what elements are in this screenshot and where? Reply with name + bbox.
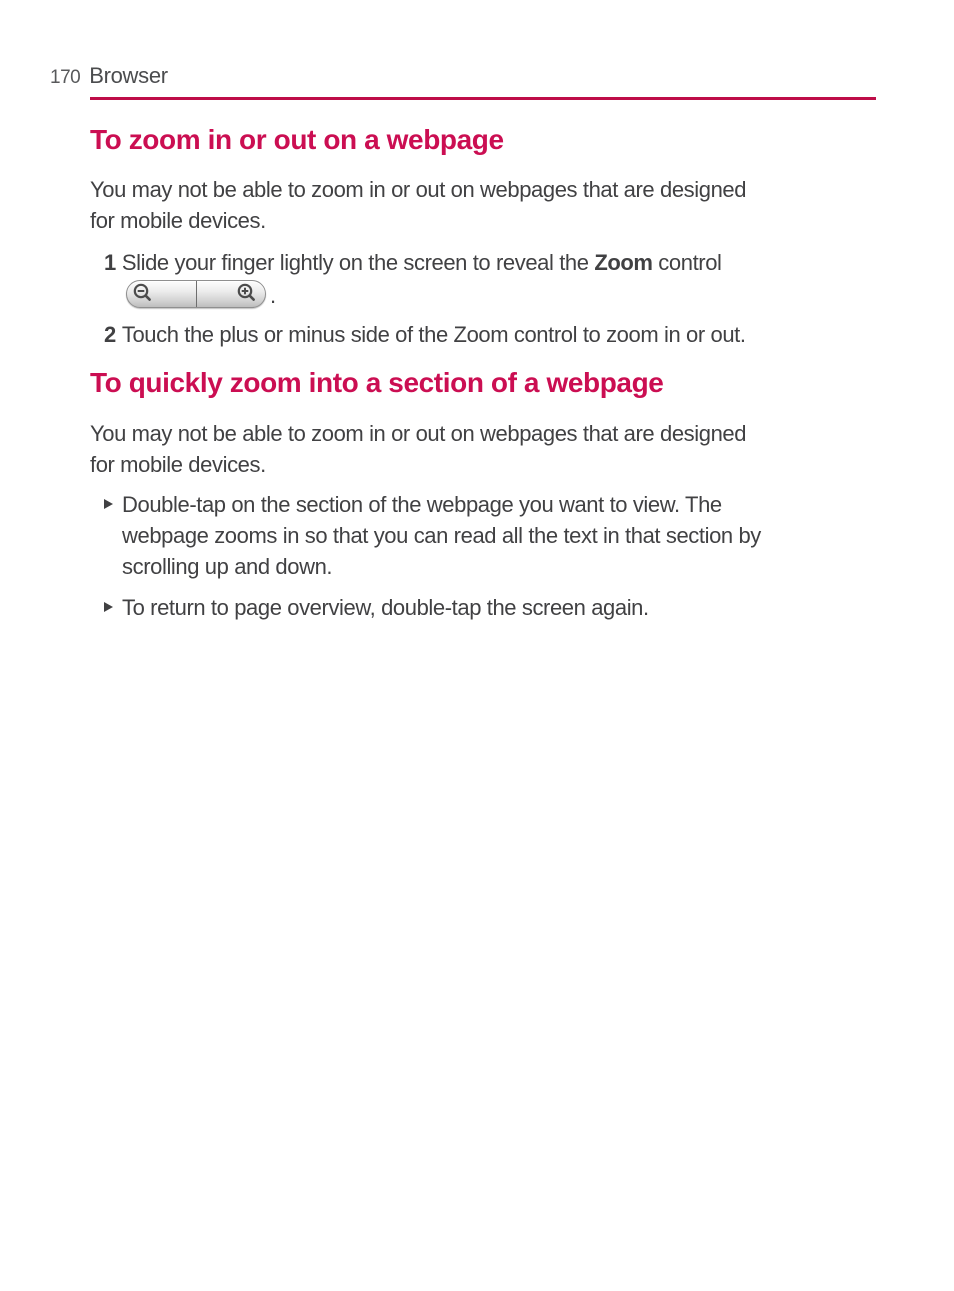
- bullet-item-double-tap: [104, 489, 761, 582]
- paragraph-line: for mobile devices.: [90, 208, 266, 233]
- step-text: Touch the plus or minus side of the Zoom control to zoom in or out.: [121, 322, 746, 347]
- magnifier-minus-icon: [131, 282, 155, 306]
- zoom-out-button: [127, 281, 196, 307]
- triangle-bullet-icon: [104, 602, 113, 612]
- sentence-period: .: [270, 283, 276, 308]
- step-text: Slide your finger lightly on the screen to reveal the Zoom control: [121, 250, 722, 275]
- step-number: 2: [104, 322, 116, 347]
- bullet-text: Double-tap on the section of the webpage you want to view. The webpage zooms in so that you can read all the text in that section by scrolling up and down.: [122, 492, 761, 579]
- section-heading-zoom-in-out: To zoom in or out on a webpage: [90, 124, 504, 155]
- section1-intro-paragraph: [90, 174, 746, 236]
- paragraph-line: You may not be able to zoom in or out on webpages that are designed: [90, 177, 747, 202]
- step-1: [104, 247, 722, 278]
- paragraph-line: You may not be able to zoom in or out on webpages that are designed: [90, 421, 747, 446]
- section-heading-quick-zoom: To quickly zoom into a section of a webpage: [90, 367, 664, 398]
- zoom-keyword: Zoom: [594, 250, 653, 275]
- zoom-in-button: [196, 281, 265, 307]
- bullet-text: To return to page overview, double-tap the screen again.: [122, 595, 649, 620]
- page-header: [50, 63, 168, 89]
- zoom-control-illustration: [126, 280, 266, 308]
- magnifier-plus-icon: [235, 282, 259, 306]
- triangle-bullet-icon: [104, 499, 113, 509]
- zoom-control-line: [126, 280, 276, 308]
- chapter-title: Browser: [89, 63, 168, 88]
- step-number: 1: [104, 250, 116, 275]
- section2-intro-paragraph: [90, 418, 746, 480]
- bullet-item-return-overview: [104, 592, 649, 623]
- paragraph-line: for mobile devices.: [90, 452, 266, 477]
- header-rule: [90, 97, 876, 100]
- page-number: 170: [50, 67, 81, 88]
- step-2: [104, 319, 746, 350]
